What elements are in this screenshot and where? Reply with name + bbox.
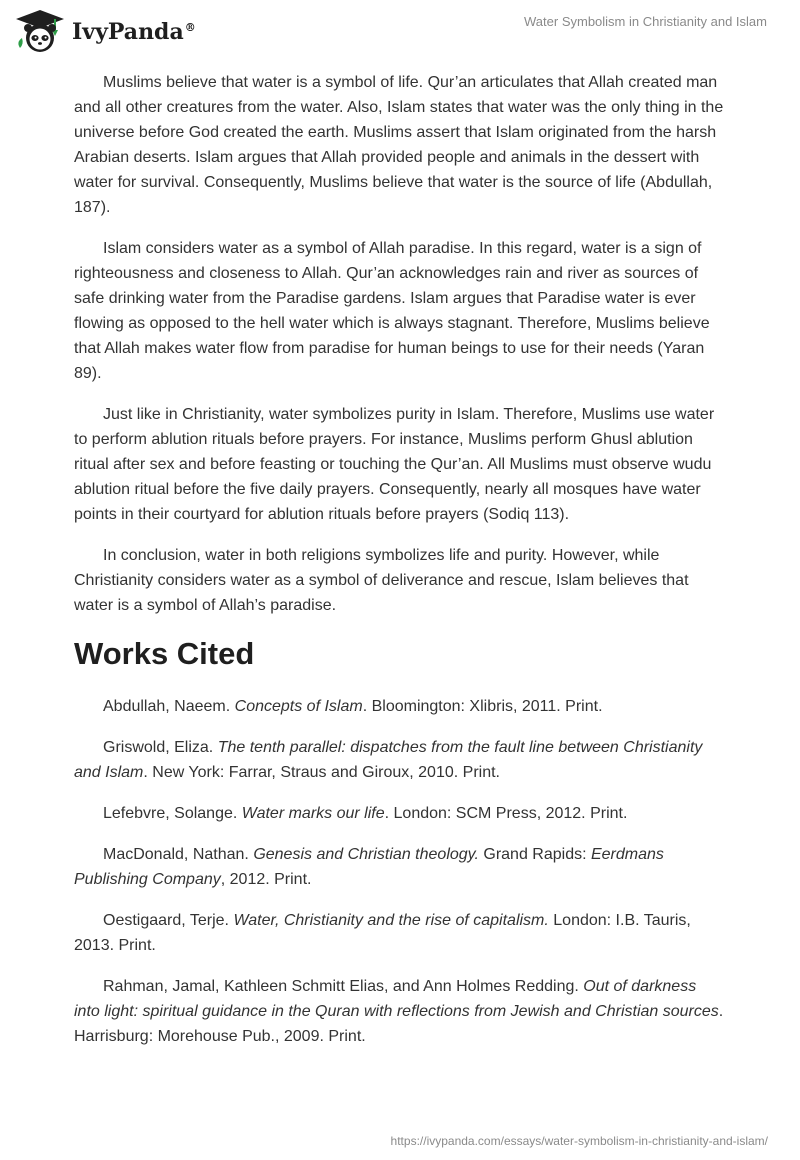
body-paragraph: Islam considers water as a symbol of Allah paradise. In this regard, water is a sign of righteousness and closeness to Allah. Qur’an acknowledges rain and river as sources of safe drinking water from the Paradise gardens. Islam argues that Paradise water is ever flowing as opposed to the hell water which is always stagnant. Therefore, Muslims believe that Allah makes water flow from paradise for human beings to use for their needs (Yaran 89). [74, 240, 710, 382]
citation-details: . New York: Farrar, Straus and Giroux, 2010. Print. [143, 764, 500, 781]
citation-publisher: Eerdmans Publishing Company [74, 846, 664, 888]
body-paragraph: In conclusion, water in both religions symbolizes life and purity. However, while Christianity considers water as a symbol of deliverance and rescue, Islam believes that water is a symbol of Allah’s paradise. [74, 547, 689, 614]
citation-author: Oestigaard, Terje. [103, 912, 234, 929]
citation-author: Rahman, Jamal, Kathleen Schmitt Elias, and Ann Holmes Redding. [103, 978, 584, 995]
citation-title: Water, Christianity and the rise of capitalism. [233, 912, 549, 929]
citation-author: Lefebvre, Solange. [103, 805, 242, 822]
registered-mark: ® [184, 20, 196, 34]
citation-details: London: I.B. Tauris, 2013. Print. [74, 912, 691, 954]
document-title: Water Symbolism in Christianity and Islam [524, 14, 767, 29]
citation-details: . Bloomington: Xlibris, 2011. Print. [362, 698, 603, 715]
citation-details: . Harrisburg: Morehouse Pub., 2009. Print. [74, 1003, 724, 1045]
source-url[interactable]: https://ivypanda.com/essays/water-symbolism-in-christianity-and-islam/ [390, 1134, 768, 1148]
citation-title: Concepts of Islam [234, 698, 363, 715]
citation-entry [74, 908, 726, 958]
citation-author: MacDonald, Nathan. [103, 846, 254, 863]
citation-details: Grand Rapids: [478, 846, 591, 863]
logo-wordmark [72, 19, 196, 45]
ivypanda-logo[interactable] [14, 8, 196, 54]
citation-title: Water marks our life [241, 805, 385, 822]
page-header [0, 0, 800, 60]
citation-author: Abdullah, Naeem. [103, 698, 235, 715]
citation-entry [74, 735, 726, 785]
citation-author: Griswold, Eliza. [103, 739, 218, 756]
citation-entry [74, 842, 726, 892]
citation-details: , 2012. Print. [220, 871, 312, 888]
citation-entry [74, 801, 726, 826]
panda-graduate-icon [14, 8, 66, 54]
citation-details: . London: SCM Press, 2012. Print. [384, 805, 628, 822]
citation-entry [74, 694, 726, 719]
citation-entry [74, 974, 726, 1049]
body-paragraph: Just like in Christianity, water symbolizes purity in Islam. Therefore, Muslims use water to perform ablution rituals before prayers. For instance, Muslims perform Ghusl ablution ritual after sex and before feasting or touching the Qur’an. All Muslims must observe wudu ablution ritual before the five daily prayers. Consequently, nearly all mosques have water points in their courtyard for ablution rituals before prayers (Sodiq 113). [74, 406, 715, 523]
citation-title: Genesis and Christian theology. [253, 846, 479, 863]
essay-content [74, 70, 726, 1065]
citation-title: The tenth parallel: dispatches from the fault line between Christianity and Islam [74, 739, 703, 781]
works-cited-heading: Works Cited [74, 636, 255, 671]
logo-text: IvyPanda [72, 19, 184, 45]
body-paragraph: Muslims believe that water is a symbol of life. Qur’an articulates that Allah created man and all other creatures from the water. Also, Islam states that water was the only thing in the universe before God created the earth. Muslims assert that Islam originated from the harsh Arabian deserts. Islam argues that Allah provided people and animals in the dessert with water for survival. Consequently, Muslims believe that water is the source of life (Abdullah, 187). [74, 74, 724, 216]
citation-title: Out of darkness into light: spiritual guidance in the Quran with reflections from Jewish and Christian sources [74, 978, 719, 1020]
